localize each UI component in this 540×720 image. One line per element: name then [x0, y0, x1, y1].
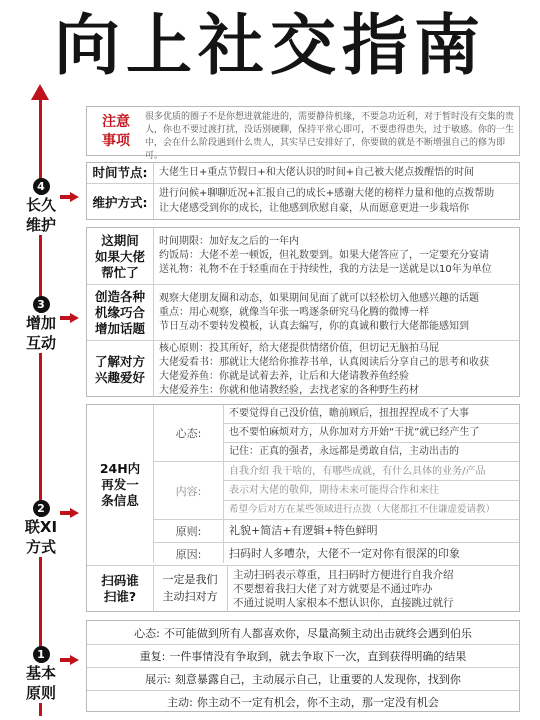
topics-line: 重点：用心观察，就像当年张一鸣逐条研究马化腾的微博一样: [159, 307, 429, 318]
scan-line: 不要想着我扫大佬了对方就要是不通过咋办: [233, 583, 433, 595]
hobby-lines: [159, 342, 489, 398]
principle-row: [87, 644, 519, 667]
principle-label: 重复:: [139, 649, 166, 663]
message-head: [87, 405, 153, 565]
stage-label-line1: 增加: [6, 313, 76, 333]
divider: [153, 163, 154, 219]
topics-line: 观察大佬朋友圈和动态，如果期间见面了就可以轻松切入他感兴趣的话题: [159, 293, 479, 304]
message-head-line1: 24H内: [99, 461, 141, 476]
arrow-right-icon: [70, 655, 79, 665]
reason-label: 原因:: [175, 548, 202, 561]
stage-2-contact: [6, 497, 76, 557]
divider: [224, 480, 519, 481]
principle-label: 心态:: [134, 626, 160, 640]
page-title: 向上社交指南: [54, 6, 486, 84]
help-lines: [159, 235, 492, 277]
principle-row: [87, 690, 519, 713]
hobby-line: 核心原则：投其所好，给大佬提供情绪价值，但切记无脑拍马屁: [159, 343, 439, 354]
stage-number: 1: [33, 646, 50, 663]
arrow-right-icon: [70, 508, 79, 518]
message-head-line3: 条信息: [101, 493, 139, 508]
scan-line: 主动扫码表示尊重，且扫码时方便进行自我介绍: [233, 569, 454, 581]
scan-answer-line1: 一定是我们: [162, 573, 218, 586]
method-line1: 进行问候+聊聊近况+汇报自己的成长+感谢大佬的榜样力量和他的点拨帮助: [159, 188, 495, 199]
topics-head-line2: 机缘巧合: [94, 305, 145, 320]
time-text: 大佬生日+重点节假日+和大佬认识的时间+自己被大佬点拨醒悟的时间: [159, 167, 475, 178]
principle-text: 刻意暴露自己，主动展示自己，让重要的人发现你，找到你: [174, 672, 461, 686]
principle-text: 礼貌+简洁+有逻辑+特色鲜明: [229, 524, 378, 537]
notice-heading-line2: 事项: [102, 133, 130, 149]
stage-4-maintain: [6, 175, 76, 235]
notice-heading-line1: 注意: [102, 114, 130, 130]
principles-box: [86, 620, 520, 712]
divider: [87, 340, 519, 341]
help-head-line1: 这期间: [101, 233, 139, 248]
method-line2: 让大佬感受到你的成长，让他感到欣慰自豪，从而愿意更进一步栽培你: [159, 203, 469, 214]
topics-line: 节日互动不要转发模板，认真去编写，你的真诚和數行大佬都能感知到: [159, 321, 469, 332]
interact-box: [86, 227, 520, 397]
topics-head-line1: 创造各种: [94, 289, 145, 304]
mindset-label: 心态:: [175, 427, 202, 440]
help-line: 时间期限：加好友之后的一年内: [159, 236, 299, 247]
principle-row: [87, 667, 519, 690]
principle-row: [87, 621, 519, 644]
help-head-line3: 帮忙了: [101, 265, 139, 280]
arrow-right-icon: [70, 313, 79, 323]
scan-head-line2: 扫谁?: [103, 589, 137, 604]
topics-head-line3: 增加话题: [94, 321, 145, 336]
scan-head: [87, 566, 153, 612]
stage-number: 3: [33, 296, 50, 313]
divider: [224, 423, 519, 424]
divider: [224, 442, 519, 443]
reason-text: 扫码时人多嘈杂，大佬不一定对你有很深的印象: [229, 547, 460, 560]
help-line: 送礼物：礼物不在于轻重而在于持续性，我的方法是一送就是以10年为单位: [159, 264, 492, 275]
divider: [223, 405, 224, 563]
scan-line: 不通过说明人家根本不想认识你，直接跳过就行: [233, 597, 454, 609]
principle-label: 原则:: [175, 525, 202, 538]
topics-head: [87, 288, 153, 338]
scan-lines: [233, 568, 454, 610]
content-line: 希望今后对方在某些领域进行点拨（大佬都扛不住谦虚爱请教）: [229, 504, 496, 515]
principle-text: 不可能做到所有人都喜欢你，尽量高频主动出击就终会遇到伯乐: [163, 626, 472, 640]
topics-lines: [159, 292, 479, 334]
stage-number: 2: [33, 500, 50, 517]
message-head-line2: 再发一: [101, 477, 139, 492]
stage-label-line2: 方式: [6, 537, 76, 557]
hobby-head-line1: 了解对方: [94, 354, 145, 369]
principle-text: 一件事情没有争取到，就去争取下一次，直到获得明确的结果: [169, 649, 467, 663]
stage-label-line1: 基本: [6, 663, 76, 683]
mindset-line: 记住：正真的强者，永远都是勇敢自信，主动出击的: [229, 446, 459, 457]
stage-label-line2: 维护: [6, 215, 76, 235]
stage-label-line1: 联XI: [6, 517, 76, 537]
method-label: 维护方式:: [92, 194, 148, 210]
contact-box: [86, 404, 520, 612]
mindset-line: 不要觉得自己没价值，瞻前顾后，扭扭捏捏成不了大事: [229, 408, 469, 419]
hobby-head-line2: 兴趣爱好: [94, 370, 145, 385]
stage-label-line2: 互动: [6, 333, 76, 353]
divider: [224, 500, 519, 501]
notice-body: 很多优质的圈子不是你想进就能进的，需要静待机缘，不要急功近利，对于暂时没有交集的贵人，你也不要过渡打扰，没话别硬聊，保持平常心即可，不要患得患失，过于敏感。你的一生中，会在什么阶段遇到什么贵人，其实早已安排好了，你要做的就是不断增强自己的修为即可。: [145, 112, 515, 161]
mindset-line: 也不要怕麻烦对方，从你加对方开始“干扰”就已经产生了: [229, 427, 480, 438]
scan-head-line1: 扫码谁: [101, 573, 139, 588]
stage-label-line2: 原则: [6, 683, 76, 703]
content-line: 表示对大佬的敬仰，期待未来可能得合作和来往: [229, 485, 439, 496]
stage-1-principles: [6, 643, 76, 703]
help-head: [87, 232, 153, 282]
help-line: 约饭局：大佬不差一顿饭，但礼数要到。如果大佬答应了，一定要充分宴请: [159, 250, 489, 261]
notice-box: [86, 106, 520, 161]
principle-label: 主动:: [167, 695, 193, 709]
hobby-line: 大佬爱看书：那就让大佬给你推荐书单，认真阅读后分享自己的思考和收获: [159, 357, 489, 368]
scan-answer: [154, 571, 226, 605]
divider: [87, 284, 519, 285]
stage-label-line1: 长久: [6, 195, 76, 215]
stage-number: 4: [33, 178, 50, 195]
scan-answer-line2: 主动扫对方: [162, 590, 218, 603]
content-line: 自我介绍 我干啥的，有哪些成就，有什么具体的业务/产品: [229, 466, 486, 477]
maintain-box: [86, 162, 520, 220]
hobby-head: [87, 344, 153, 396]
hobby-line: 大佬爱养鱼：你就是试着去养，让后和大佬请教养鱼经验: [159, 371, 409, 382]
arrow-right-icon: [70, 192, 79, 202]
hobby-line: 大佬爱养生：你就和他请教经验，去找老家的各种野生药材: [159, 385, 419, 396]
content-label: 内容:: [175, 484, 202, 498]
divider: [153, 228, 154, 396]
divider: [227, 566, 228, 612]
help-head-line2: 如果大佬: [94, 249, 145, 264]
principle-label: 展示:: [145, 672, 171, 686]
stage-3-interact: [6, 293, 76, 353]
principle-text: 你主动不一定有机会，你不主动，那一定没有机会: [196, 695, 439, 709]
time-label: 时间节点:: [92, 165, 148, 180]
